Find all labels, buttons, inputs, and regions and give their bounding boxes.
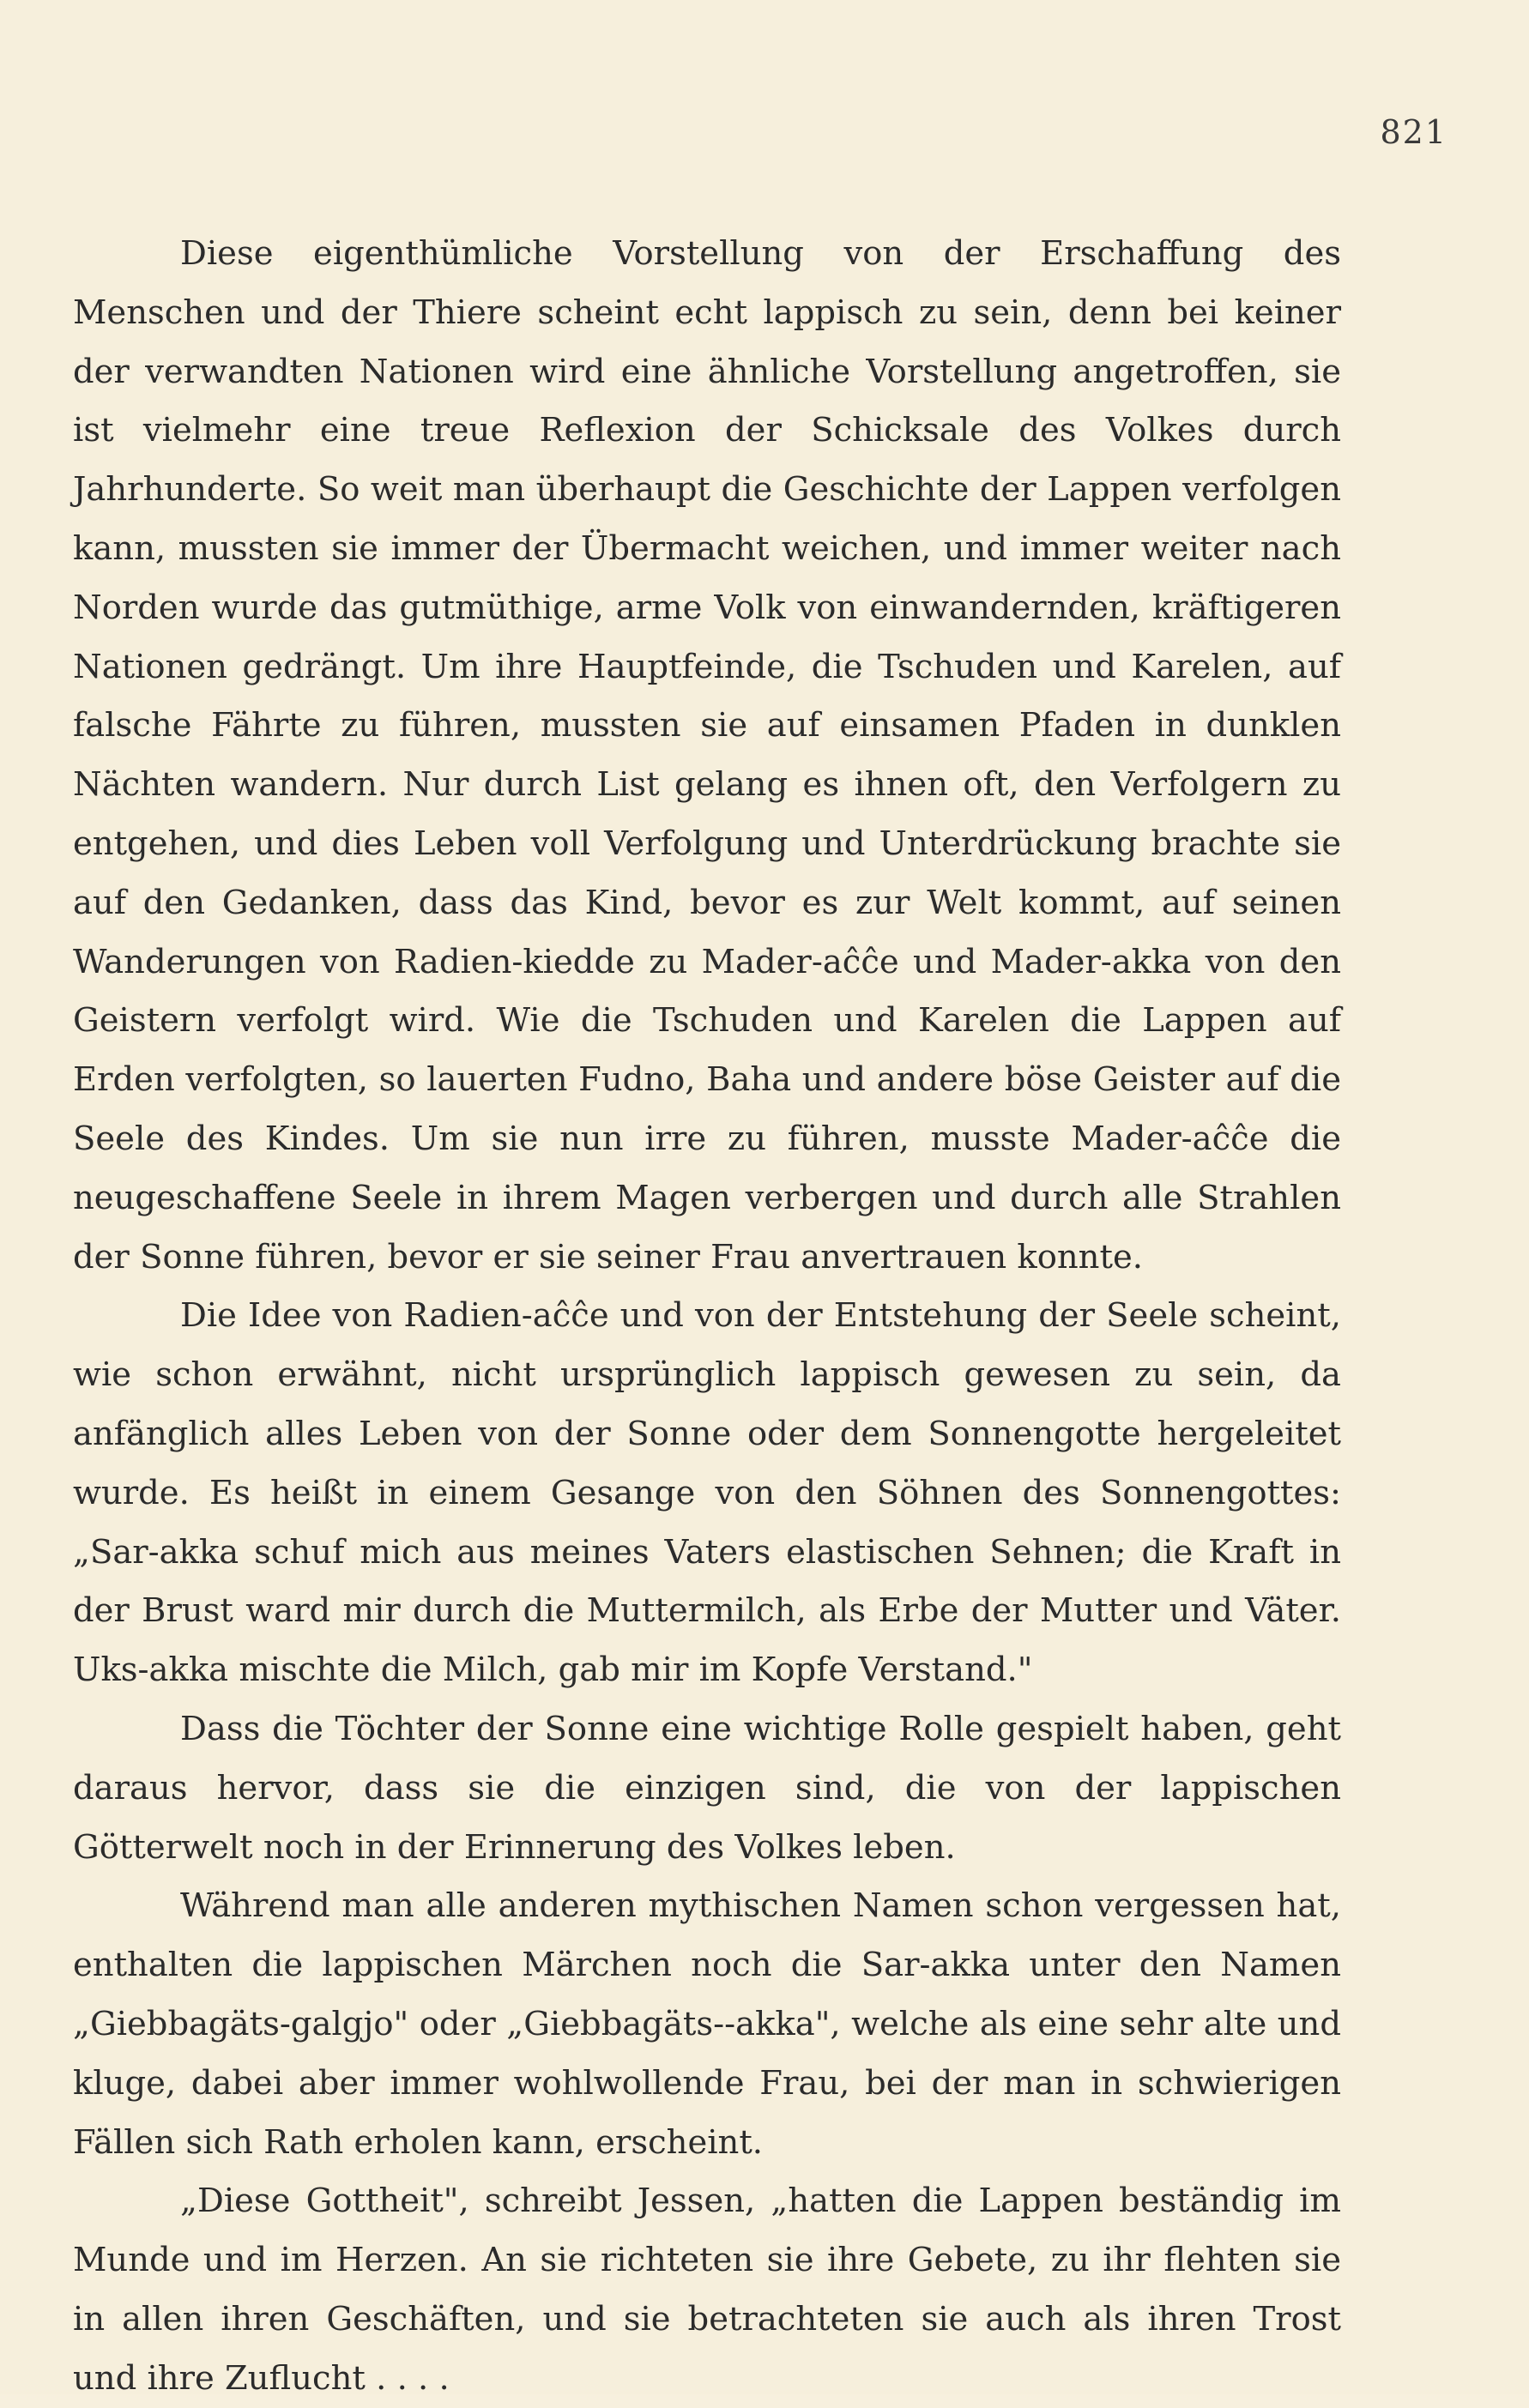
paragraph-1: Diese eigenthümliche Vorstellung von der Erschaffung des Menschen und der Thiere scheint echt lappisch zu sein, denn bei keiner der verwandten Nationen wird eine ähnliche Vorstellung angetroffen, sie ist vielmehr eine treue Reflexion der Schicksale des Volkes durch Jahrhunderte. So weit man überhaupt die Geschichte der Lappen verfolgen kann, mussten sie immer der Übermacht weichen, und immer weiter nach Norden wurde das gutmüthige, arme Volk von einwandernden, kräftigeren Nationen gedrängt. Um ihre Hauptfeinde, die Tschuden und Karelen, auf falsche Fährte zu führen, mussten sie auf einsamen Pfaden in dunklen Nächten wandern. Nur durch List gelang es ihnen oft, den Verfolgern zu entgehen, und dies Leben voll Verfolgung und Unterdrückung brachte sie auf den Gedanken, dass das Kind, bevor es zur Welt kommt, auf seinen Wanderungen von Radien-kiedde zu Mader-aĉĉe und Mader-akka von den Geistern verfolgt wird. Wie die Tschuden und Karelen die Lappen auf Erden verfolgten, so lauerten Fudno, Baha und andere böse Geister auf die Seele des Kindes. Um sie nun irre zu führen, musste Mader-aĉĉe die neugeschaffene Seele in ihrem Magen verbergen und durch alle Strahlen der Sonne führen, bevor er sie seiner Frau anvertrauen konnte.: [73, 234, 1341, 1276]
paragraph-5: „Diese Gottheit", schreibt Jessen, „hatten die Lappen beständig im Munde und im Herzen. An sie richteten sie ihre Gebete, zu ihr flehten sie in allen ihren Geschäften, und sie betrachteten sie auch als ihren Trost und ihre Zuflucht . . . .: [73, 2182, 1341, 2398]
body-text: [73, 225, 1341, 2408]
paragraph-3: Dass die Töchter der Sonne eine wichtige Rolle gespielt haben, geht daraus hervor, dass sie die einzigen sind, die von der lappischen Götterwelt noch in der Erinnerung des Volkes leben.: [73, 1709, 1341, 1867]
paragraph-2: Die Idee von Radien-aĉĉe und von der Entstehung der Seele scheint, wie schon erwähnt, nicht ursprünglich lappisch gewesen zu sein, da anfänglich alles Leben von der Sonne oder dem Sonnengotte hergeleitet wurde. Es heißt in einem Gesange von den Söhnen des Sonnengottes: „Sar-akka schuf mich aus meines Vaters elastischen Sehnen; die Kraft in der Brust ward mir durch die Muttermilch, als Erbe der Mutter und Väter. Uks-akka mischte die Milch, gab mir im Kopfe Verstand.": [73, 1296, 1341, 1690]
page-number: 821: [1380, 113, 1447, 151]
paragraph-4: Während man alle anderen mythischen Namen schon vergessen hat, enthalten die lappischen Märchen noch die Sar-akka unter den Namen „Giebbagäts-galgjo" oder „Giebbagäts--akka", welche als eine sehr alte und kluge, dabei aber immer wohlwollende Frau, bei der man in schwierigen Fällen sich Rath erholen kann, erscheint.: [73, 1886, 1341, 2162]
